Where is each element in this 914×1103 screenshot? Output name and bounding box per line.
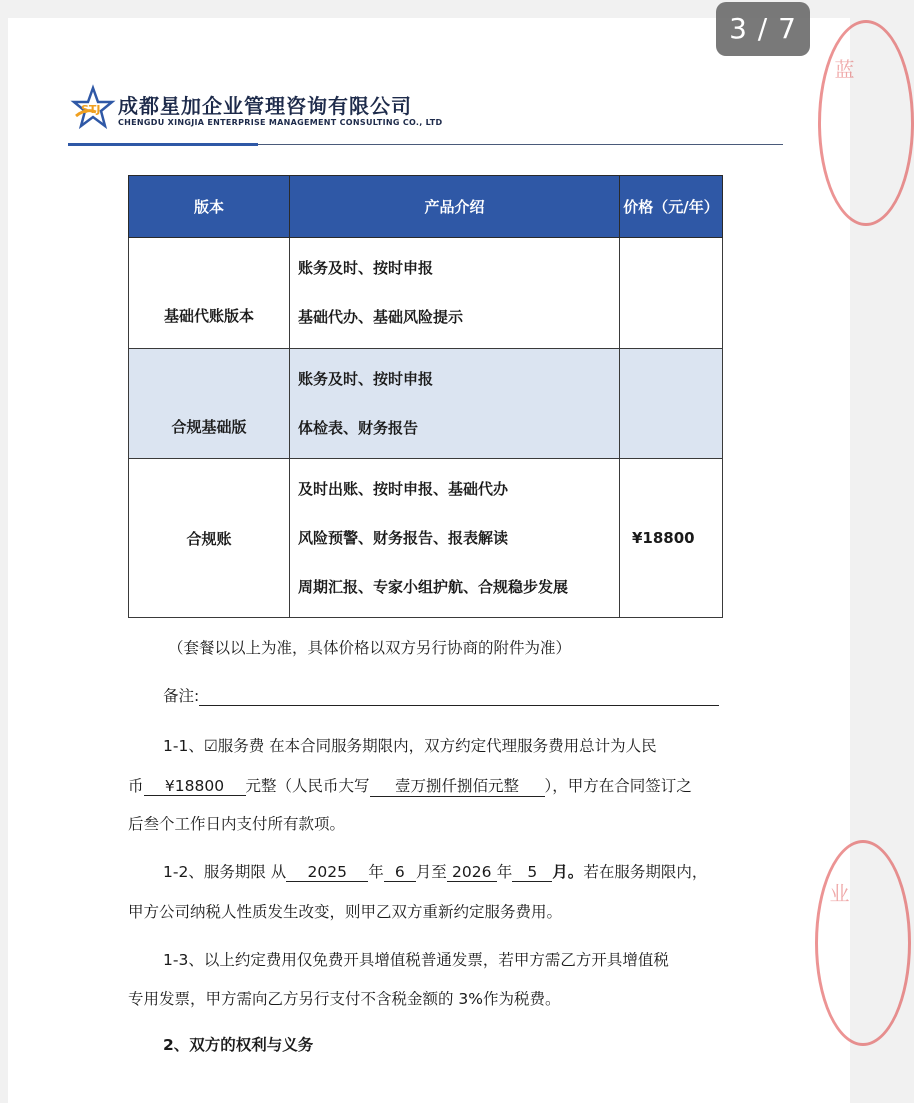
table-row [129, 349, 723, 459]
pricing-table [128, 175, 723, 618]
clause-text: 月。 [552, 863, 584, 881]
row-intro [290, 349, 620, 459]
clause-1-3-line-2: 专用发票，甲方需向乙方另行支付不含税金额的 3%作为税费。 [128, 990, 561, 1008]
clause-text: 年 [496, 863, 513, 881]
end-year: 2026 [447, 863, 497, 882]
stamp-text: 蓝 [831, 59, 855, 79]
company-name-cn: 成都星加企业管理咨询有限公司 [118, 94, 412, 118]
intro-line: 基础代办、基础风险提示 [298, 308, 464, 326]
header-rule-accent [68, 143, 258, 146]
table-row [129, 238, 723, 349]
clause-text: 年 [368, 863, 384, 881]
remark-label: 备注: [163, 687, 200, 705]
clause-1-3-line-1: 1-3、以上约定费用仅免费开具增值税普通发票，若甲方需乙方开具增值税 [163, 951, 669, 969]
page-counter: 3 / 7 [716, 2, 810, 56]
intro-line: 账务及时、按时申报 [298, 259, 434, 277]
row-version: 合规账 [129, 459, 290, 618]
row-version [129, 238, 290, 349]
intro-line: 账务及时、按时申报 [298, 369, 434, 388]
clause-1-2-line-2: 甲方公司纳税人性质发生改变，则甲乙双方重新约定服务费用。 [128, 903, 563, 921]
company-seal-stamp [815, 840, 911, 1046]
header-rule [258, 144, 783, 145]
clause-text: 月至 [415, 863, 447, 881]
company-seal-stamp [818, 20, 914, 226]
fee-amount: ¥18800 [144, 777, 246, 796]
header-intro: 产品介绍 [290, 176, 620, 238]
row-price [620, 238, 723, 349]
row-intro [290, 238, 620, 349]
clause-1-1-line-1 [163, 734, 657, 756]
clause-text: 若在服务期限内， [583, 863, 708, 881]
row-version [129, 349, 290, 459]
logo-text: STJ [81, 103, 101, 116]
row-intro [290, 459, 620, 618]
document-page [8, 18, 850, 1103]
end-month: 5 [512, 863, 552, 882]
section-2-title: 2、双方的权利与义务 [163, 1036, 314, 1054]
version-label: 基础代账版本 [163, 307, 254, 325]
clause-text: 服务费 在本合同服务期限内，双方约定代理服务费用总计为人民 [217, 737, 657, 755]
company-name-en: CHENGDU XINGJIA ENTERPRISE MANAGEMENT CONSULTING CO., LTD [118, 118, 443, 127]
start-month: 6 [384, 863, 416, 882]
intro-line: 周期汇报、专家小组护航、合规稳步发展 [298, 577, 569, 596]
start-year: 2025 [286, 863, 368, 882]
clause-1-1-line-2 [128, 774, 692, 797]
version-label: 合规基础版 [171, 417, 247, 436]
clause-1-2-line-1 [163, 860, 707, 882]
header-price: 价格（元/年） [620, 176, 723, 238]
table-footnote: （套餐以以上为准，具体价格以双方另行协商的附件为准） [168, 639, 572, 657]
clause-text: 元整（人民币大写 [245, 777, 370, 795]
row-price: ¥18800 [620, 459, 723, 618]
table-row [129, 459, 723, 618]
row-price [620, 349, 723, 459]
clause-prefix: 1-1、 [163, 737, 204, 755]
remark-input-line [199, 691, 719, 706]
stamp-text: 业 [826, 883, 850, 903]
intro-line: 体检表、财务报告 [298, 418, 419, 437]
company-logo-icon [72, 86, 114, 130]
intro-line: 及时出账、按时申报、基础代办 [298, 479, 509, 498]
table-header-row [129, 176, 723, 238]
intro-line: 风险预警、财务报告、报表解读 [298, 528, 509, 547]
clause-text: 币 [128, 777, 144, 795]
clause-prefix: 1-2、服务期限 从 [163, 863, 287, 881]
header-version: 版本 [129, 176, 290, 238]
checkbox-checked-icon: ☑ [203, 737, 218, 755]
remark-row [163, 684, 719, 706]
clause-1-1-line-3: 后叁个工作日内支付所有款项。 [128, 815, 346, 833]
fee-amount-words: 壹万捌仟捌佰元整 [370, 774, 545, 797]
clause-text: ），甲方在合同签订之 [544, 777, 692, 795]
